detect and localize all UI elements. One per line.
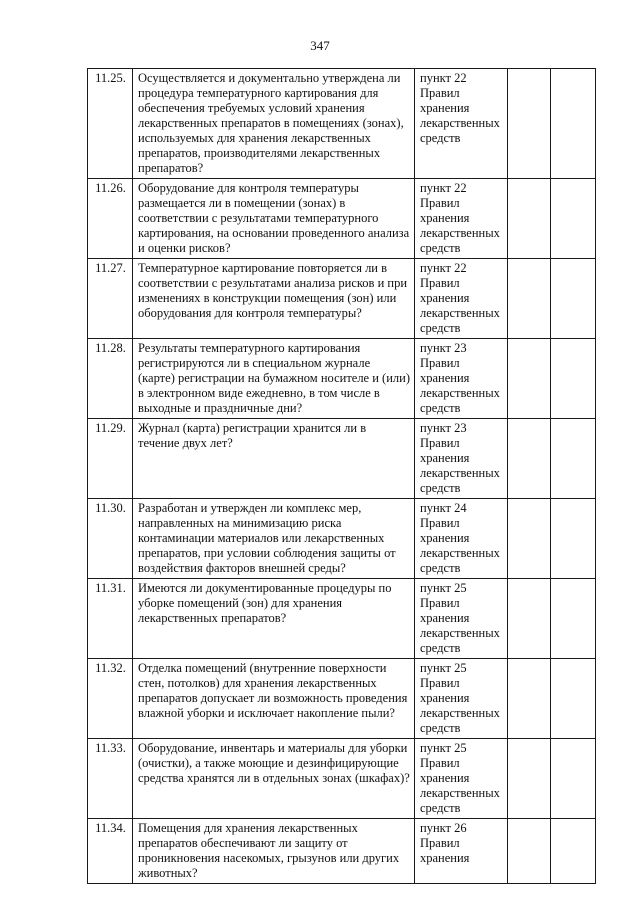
reference-line: средств [420, 641, 461, 655]
reference-line: пункт 24 [420, 501, 467, 515]
reference-line: Правил [420, 596, 460, 610]
answer-cell-1 [508, 659, 551, 739]
legal-reference [415, 69, 508, 179]
answer-cell-2 [551, 259, 596, 339]
table-row [88, 339, 596, 419]
requirement-text: Результаты температурного картирования регистрируются ли в специальном журнале (карте) регистрации на бумажном носителе и (или) в электронном виде ежедневно, в том числе в выходные и праздничные дни? [133, 339, 415, 419]
reference-line: средств [420, 131, 461, 145]
reference-line: средств [420, 481, 461, 495]
requirement-text: Оборудование для контроля температуры размещается ли в помещении (зонах) в соответствии с результатами температурного картирования, на основании проведенного анализа и оценки рисков? [133, 179, 415, 259]
reference-line: лекарственных [420, 706, 500, 720]
reference-line: средств [420, 721, 461, 735]
reference-line: Правил [420, 86, 460, 100]
reference-line: пункт 26 [420, 821, 467, 835]
reference-line: хранения [420, 101, 470, 115]
requirement-text: Имеются ли документированные процедуры по уборке помещений (зон) для хранения лекарственных препаратов? [133, 579, 415, 659]
reference-line: Правил [420, 836, 460, 850]
page-number: 347 [310, 38, 330, 53]
requirement-text: Разработан и утвержден ли комплекс мер, направленных на минимизацию риска контаминации материалов или лекарственных препаратов, при условии соблюдения защиты от воздействия факторов внешней среды? [133, 499, 415, 579]
legal-reference [415, 499, 508, 579]
reference-line: хранения [420, 451, 470, 465]
reference-line: лекарственных [420, 386, 500, 400]
table-row [88, 819, 596, 884]
reference-line: средств [420, 561, 461, 575]
item-number: 11.29. [88, 419, 133, 499]
reference-line: Правил [420, 356, 460, 370]
answer-cell-2 [551, 339, 596, 419]
table-row [88, 659, 596, 739]
answer-cell-1 [508, 179, 551, 259]
answer-cell-1 [508, 739, 551, 819]
reference-line: пункт 23 [420, 341, 467, 355]
answer-cell-2 [551, 739, 596, 819]
reference-line: хранения [420, 771, 470, 785]
requirement-text: Помещения для хранения лекарственных препаратов обеспечивают ли защиту от проникновения насекомых, грызунов или других животных? [133, 819, 415, 884]
reference-line: пункт 25 [420, 741, 467, 755]
reference-line: лекарственных [420, 226, 500, 240]
legal-reference [415, 659, 508, 739]
reference-line: пункт 25 [420, 661, 467, 675]
reference-line: Правил [420, 196, 460, 210]
legal-reference [415, 339, 508, 419]
table-row [88, 419, 596, 499]
item-number: 11.25. [88, 69, 133, 179]
answer-cell-1 [508, 259, 551, 339]
reference-line: Правил [420, 516, 460, 530]
answer-cell-2 [551, 819, 596, 884]
answer-cell-2 [551, 69, 596, 179]
legal-reference [415, 579, 508, 659]
answer-cell-1 [508, 819, 551, 884]
reference-line: лекарственных [420, 466, 500, 480]
answer-cell-1 [508, 419, 551, 499]
requirement-text: Осуществляется и документально утверждена ли процедура температурного картирования для обеспечения требуемых условий хранения лекарственных препаратов в помещениях (зонах), используемых для хранения лекарственных препаратов, производителями лекарственных препаратов? [133, 69, 415, 179]
legal-reference [415, 739, 508, 819]
answer-cell-1 [508, 339, 551, 419]
legal-reference [415, 419, 508, 499]
item-number: 11.30. [88, 499, 133, 579]
answer-cell-1 [508, 499, 551, 579]
requirement-text: Отделка помещений (внутренние поверхности стен, потолков) для хранения лекарственных препаратов допускает ли возможность проведения влажной уборки и исключает накопление пыли? [133, 659, 415, 739]
reference-line: хранения [420, 611, 470, 625]
table-row [88, 179, 596, 259]
reference-line: хранения [420, 691, 470, 705]
reference-line: лекарственных [420, 116, 500, 130]
item-number: 11.26. [88, 179, 133, 259]
reference-line: хранения [420, 371, 470, 385]
answer-cell-2 [551, 179, 596, 259]
reference-line: хранения [420, 531, 470, 545]
reference-line: пункт 22 [420, 71, 467, 85]
legal-reference [415, 819, 508, 884]
reference-line: средств [420, 321, 461, 335]
requirement-text: Журнал (карта) регистрации хранится ли в течение двух лет? [133, 419, 415, 499]
requirement-text: Температурное картирование повторяется ли в соответствии с результатами анализа рисков и при изменениях в конструкции помещения (зон) или оборудования для контроля температуры? [133, 259, 415, 339]
reference-line: средств [420, 241, 461, 255]
reference-line: Правил [420, 676, 460, 690]
item-number: 11.32. [88, 659, 133, 739]
table-row [88, 739, 596, 819]
table-row [88, 579, 596, 659]
item-number: 11.27. [88, 259, 133, 339]
item-number: 11.31. [88, 579, 133, 659]
requirement-text: Оборудование, инвентарь и материалы для уборки (очистки), а также моющие и дезинфицирующие средства хранятся ли в отдельных зонах (шкафах)? [133, 739, 415, 819]
table-row [88, 69, 596, 179]
item-number: 11.34. [88, 819, 133, 884]
reference-line: пункт 23 [420, 421, 467, 435]
answer-cell-2 [551, 659, 596, 739]
reference-line: хранения [420, 851, 470, 865]
legal-reference [415, 259, 508, 339]
reference-line: лекарственных [420, 546, 500, 560]
answer-cell-1 [508, 579, 551, 659]
reference-line: хранения [420, 211, 470, 225]
item-number: 11.33. [88, 739, 133, 819]
reference-line: Правил [420, 756, 460, 770]
reference-line: пункт 22 [420, 181, 467, 195]
reference-line: пункт 22 [420, 261, 467, 275]
reference-line: Правил [420, 436, 460, 450]
answer-cell-2 [551, 419, 596, 499]
table-row [88, 499, 596, 579]
reference-line: средств [420, 801, 461, 815]
item-number: 11.28. [88, 339, 133, 419]
answer-cell-2 [551, 579, 596, 659]
reference-line: лекарственных [420, 626, 500, 640]
reference-line: хранения [420, 291, 470, 305]
reference-line: лекарственных [420, 786, 500, 800]
reference-line: средств [420, 401, 461, 415]
checklist-table [87, 68, 596, 884]
reference-line: лекарственных [420, 306, 500, 320]
reference-line: пункт 25 [420, 581, 467, 595]
reference-line: Правил [420, 276, 460, 290]
legal-reference [415, 179, 508, 259]
answer-cell-2 [551, 499, 596, 579]
table-row [88, 259, 596, 339]
answer-cell-1 [508, 69, 551, 179]
